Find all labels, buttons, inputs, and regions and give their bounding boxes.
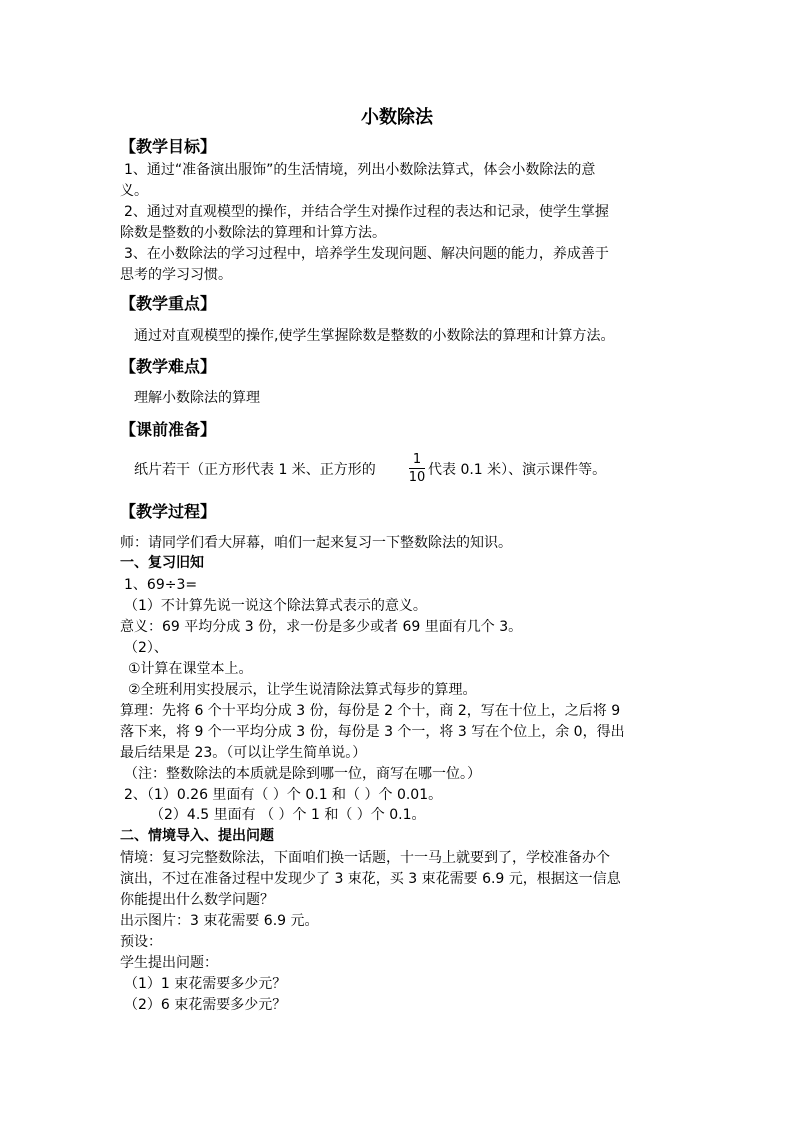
process-line: ①计算在课堂本上。 [128,661,253,677]
goal-line: 义。 [120,183,148,199]
process-line: 意义：69 平均分成 3 份，求一份是多少或者 69 里面有几个 3。 [120,619,523,635]
key-points-text: 通过对直观模型的操作,使学生掌握除数是整数的小数除法的算理和计算方法。 [134,328,615,344]
process-line: （2）、 [124,640,168,656]
process-line: （1）不计算先说一说这个除法算式表示的意义。 [124,598,427,614]
section-heading-goals: 【教学目标】 [120,137,217,156]
process-subheading: 二、情境导入、提出问题 [120,828,274,844]
preparation-fraction [407,452,427,485]
fraction-numerator: 1 [412,452,422,467]
goal-line: 1、通过“准备演出服饰”的生活情境，列出小数除法算式，体会小数除法的意 [124,162,596,178]
process-line: 最后结果是 23。（可以让学生简单说。） [120,745,367,761]
difficulties-text: 理解小数除法的算理 [134,390,260,406]
process-line: 落下来，将 9 个一平均分成 3 份，每份是 3 个一，将 3 写在个位上，余 0，得出 [120,724,625,740]
section-heading-process: 【教学过程】 [120,502,217,521]
process-line: 你能提出什么数学问题？ [120,892,274,908]
process-line: 算理：先将 6 个十平均分成 3 份，每份是 2 个十，商 2，写在十位上，之后将 9 [120,703,621,719]
fraction-denominator: 10 [408,470,426,485]
goal-line: 除数是整数的小数除法的算理和计算方法。 [120,225,386,241]
process-line: 演出，不过在准备过程中发现少了 3 束花，买 3 束花需要 6.9 元，根据这一信息 [120,871,621,887]
process-line: 2、（1）0.26 里面有（ ）个 0.1 和（ ）个 0.01。 [124,787,443,803]
fraction-bar [409,468,425,469]
page-title: 小数除法 [361,107,433,128]
process-line: （2）4.5 里面有 （ ）个 1 和（ ）个 0.1。 [150,807,426,823]
process-line: （2）6 束花需要多少元？ [124,997,287,1013]
process-subheading: 一、复习旧知 [120,555,204,571]
process-line: 预设： [120,934,162,950]
section-heading-difficulties: 【教学难点】 [120,357,217,376]
preparation-text-before: 纸片若干（正方形代表 1 米、正方形的 [134,462,376,478]
process-line: 学生提出问题： [120,955,218,971]
preparation-text-after: 代表 0.1 米）、演示课件等。 [428,462,607,478]
process-line: 出示图片：3 束花需要 6.9 元。 [120,913,319,929]
process-line: 情境：复习完整数除法，下面咱们换一话题，十一马上就要到了，学校准备办个 [120,850,610,866]
process-line: ②全班利用实投展示，让学生说清除法算式每步的算理。 [128,682,477,698]
process-line: （注：整数除法的本质就是除到哪一位，商写在哪一位。） [124,766,481,782]
process-line: 师：请同学们看大屏幕，咱们一起来复习一下整数除法的知识。 [120,535,512,551]
process-line: 1、69÷3= [124,577,198,593]
section-heading-preparation: 【课前准备】 [120,420,217,439]
process-line: （1）1 束花需要多少元？ [124,976,287,992]
section-heading-key-points: 【教学重点】 [120,294,217,313]
goal-line: 3、在小数除法的学习过程中，培养学生发现问题、解决问题的能力，养成善于 [124,246,609,262]
goal-line: 思考的学习习惯。 [120,267,232,283]
goal-line: 2、通过对直观模型的操作，并结合学生对操作过程的表达和记录，使学生掌握 [124,204,609,220]
